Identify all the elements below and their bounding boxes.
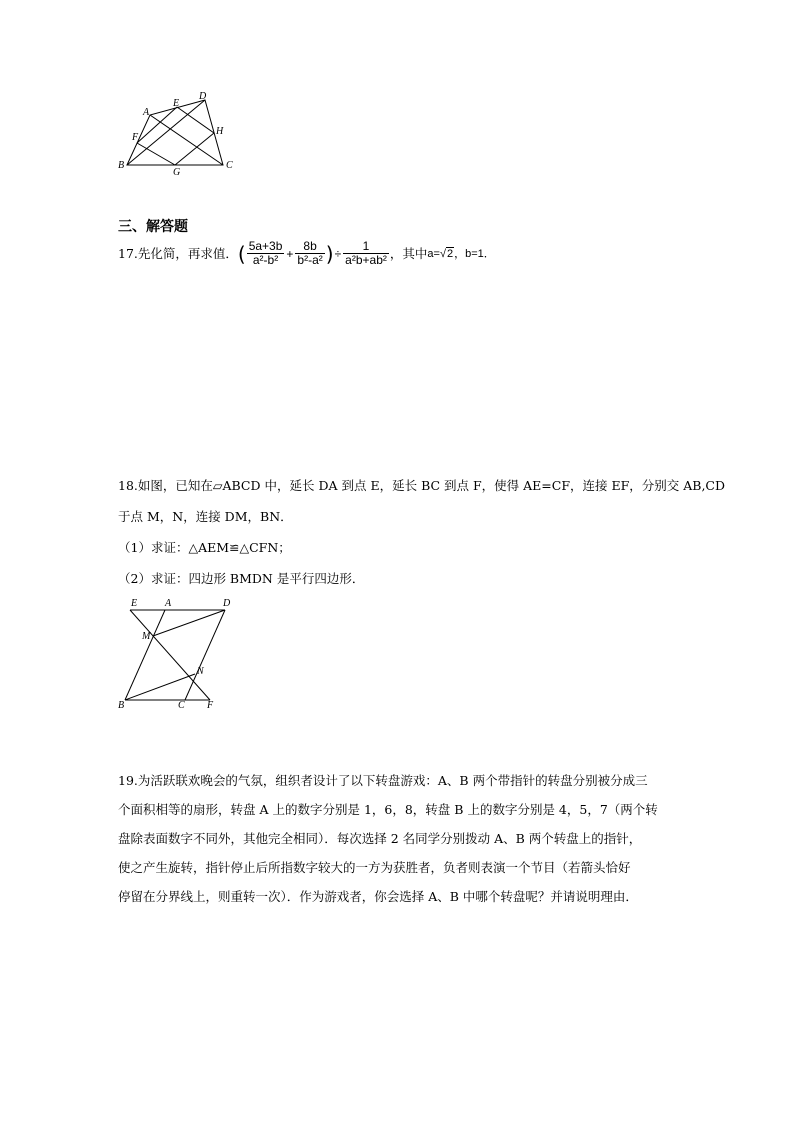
q17-frac1-num: 5a+3b (248, 239, 283, 253)
q19-line-1: 19.为活跃联欢晚会的气氛，组织者设计了以下转盘游戏：A、B 两个带指针的转盘分别被分成三 (118, 773, 648, 788)
sqrt-icon: √ (439, 247, 446, 260)
q17-frac2-den: b²-a² (297, 253, 323, 267)
figure2-label-d: D (223, 598, 231, 609)
q17-frac3-den: a²b+ab² (345, 253, 387, 267)
figure1-label-f: F (132, 132, 139, 143)
q17-b-value: ，b=1． (454, 247, 495, 260)
q17-divide: ÷ (334, 246, 342, 261)
figure1-label-e: E (173, 98, 180, 109)
q17-frac3-num: 1 (362, 239, 370, 253)
figure1-label-h: H (216, 126, 224, 137)
q19-line-5: 停留在分界线上，则重转一次）．作为游戏者，你会选择 A、B 中哪个转盘呢？并请说明理由． (118, 889, 638, 904)
figure2-label-e: E (131, 598, 138, 609)
figure1-label-c: C (226, 160, 233, 171)
q17-a-eq: a= (427, 247, 440, 260)
figure2-label-a: A (165, 598, 172, 609)
q19-line-3: 盘除表面数字不同外，其他完全相同）．每次选择 2 名同学分别拨动 A、B 两个转盘上的指针， (118, 831, 642, 846)
q17-fraction-2 (295, 240, 324, 267)
figure2-label-c: C (178, 700, 185, 711)
q17-prefix: 17.先化简，再求值． (118, 245, 238, 261)
q18-line-1: 18.如图，已知在▱ABCD 中，延长 DA 到点 E，延长 BC 到点 F，使得 AE=CF，连接 EF，分别交 AB,CD (118, 478, 726, 493)
figure1-label-g: G (173, 167, 181, 178)
q18-part-1: （1）求证：△AEM≌△CFN； (118, 540, 291, 555)
q17-frac2-num: 8b (303, 239, 317, 253)
q17-a-value (427, 246, 454, 262)
q18-line-2: 于点 M，N，连接 DM，BN． (118, 509, 293, 524)
figure1-label-d: D (199, 91, 207, 102)
figure1-label-a: A (143, 107, 150, 118)
figure2-label-n: N (197, 666, 204, 677)
section-title: 三、解答题 (118, 219, 188, 235)
q17-open-paren: ( (237, 241, 246, 266)
figure2-label-m: M (142, 631, 151, 642)
q17-fraction-1 (247, 240, 285, 267)
q18-part-2: （2）求证：四边形 BMDN 是平行四边形． (118, 571, 365, 586)
figure2-label-f: F (207, 700, 214, 711)
figure-quadrilateral-abcd (115, 90, 240, 178)
q19-line-2: 个面积相等的扇形，转盘 A 上的数字分别是 1，6，8，转盘 B 上的数字分别是 4，5，7（两个转 (118, 802, 658, 817)
q17-where: ，其中 (389, 245, 428, 261)
figure2-label-b: B (118, 700, 125, 711)
figure1-label-b: B (118, 160, 125, 171)
question-17 (118, 240, 495, 267)
figure2-svg (115, 598, 235, 713)
q17-fraction-3 (343, 240, 389, 267)
q17-plus: + (286, 246, 294, 261)
q17-frac1-den: a²-b² (252, 253, 279, 267)
q19-line-4: 使之产生旋转，指针停止后所指数字较大的一方为获胜者，负者则表演一个节目（若箭头恰好 (118, 860, 631, 875)
figure-parallelogram-abcd (115, 598, 235, 713)
q17-close-paren: ) (325, 241, 334, 266)
q17-sqrt-radicand: 2 (446, 247, 454, 260)
